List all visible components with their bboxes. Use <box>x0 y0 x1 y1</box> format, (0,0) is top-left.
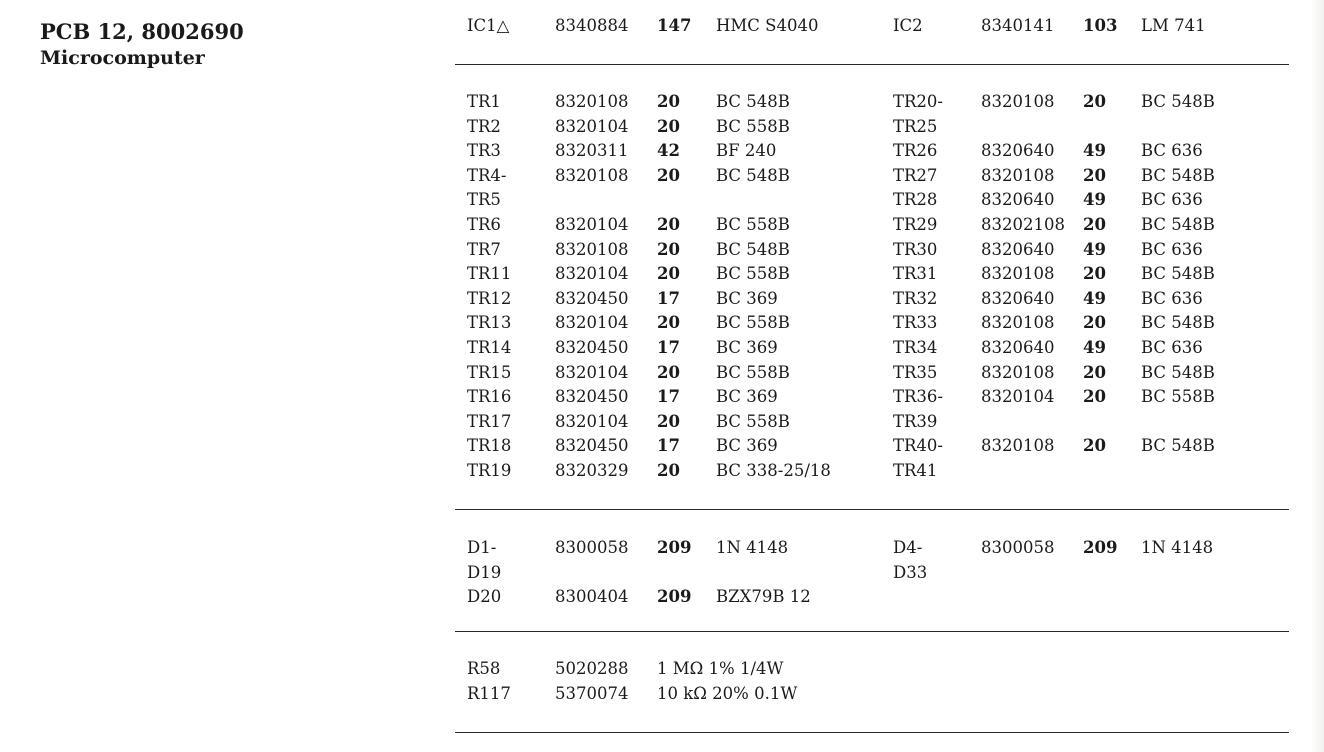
ref-cell: TR19 <box>467 460 512 480</box>
ref-cell: TR15 <box>467 362 512 382</box>
ref-cell: TR4- <box>467 165 507 185</box>
position-cell: 20 <box>1083 214 1106 234</box>
position-cell: 20 <box>657 460 680 480</box>
table-row <box>467 536 1289 561</box>
type-cell: BC 369 <box>716 387 778 407</box>
table-row <box>467 410 1289 435</box>
part-number-cell: 8320640 <box>981 337 1055 357</box>
type-cell: BC 558B <box>716 264 790 284</box>
table-row <box>467 90 1289 115</box>
title-block <box>40 18 244 72</box>
ref-cell: TR39 <box>893 411 938 431</box>
table-row <box>467 238 1289 263</box>
table-row <box>467 561 1289 586</box>
position-cell: 20 <box>657 313 680 333</box>
type-cell: BC 548B <box>1141 264 1215 284</box>
part-number-cell: 8320104 <box>555 264 629 284</box>
position-cell: 209 <box>657 587 692 607</box>
table-row <box>467 139 1289 164</box>
part-number-cell: 8320104 <box>555 313 629 333</box>
ref-cell: TR33 <box>893 313 938 333</box>
position-cell: 103 <box>1083 16 1118 35</box>
part-number-cell: 8320329 <box>555 460 629 480</box>
ref-cell: TR18 <box>467 436 512 456</box>
ref-cell: TR11 <box>467 264 512 284</box>
table-row <box>467 14 1289 39</box>
position-cell: 20 <box>1083 264 1106 284</box>
position-cell: 17 <box>657 288 680 308</box>
part-number-cell: 8320640 <box>981 288 1055 308</box>
position-cell: 20 <box>657 165 680 185</box>
section-divider <box>455 64 1289 65</box>
resistor-section <box>467 657 1289 706</box>
page-subtitle: Microcomputer <box>40 47 205 69</box>
position-cell: 49 <box>1083 141 1106 161</box>
ref-cell: D33 <box>893 562 928 582</box>
table-row <box>467 682 1289 707</box>
part-number-cell: 8320108 <box>981 362 1055 382</box>
part-number-cell: 8320450 <box>555 288 629 308</box>
ref-cell: TR14 <box>467 337 512 357</box>
type-cell: BC 636 <box>1141 239 1203 259</box>
spec-cell: 10 kΩ 20% 0.1W <box>657 683 798 703</box>
part-number-cell: 5020288 <box>555 659 629 678</box>
type-cell: BZX79B 12 <box>716 587 811 607</box>
ref-cell: TR6 <box>467 214 501 234</box>
position-cell: 49 <box>1083 239 1106 259</box>
table-row <box>467 115 1289 140</box>
position-cell: 209 <box>1083 538 1118 557</box>
type-cell: BC 369 <box>716 436 778 456</box>
ref-cell: TR17 <box>467 411 512 431</box>
table-row <box>467 361 1289 386</box>
table-row <box>467 188 1289 213</box>
position-cell: 20 <box>1083 362 1106 382</box>
part-number-cell: 8320640 <box>981 141 1055 161</box>
position-cell: 20 <box>1083 313 1106 333</box>
part-number-cell: 8300058 <box>555 538 629 557</box>
spec-cell: 1 MΩ 1% 1/4W <box>657 659 784 678</box>
ref-cell: TR29 <box>893 214 938 234</box>
diode-section <box>467 536 1289 610</box>
position-cell: 20 <box>1083 387 1106 407</box>
type-cell: BC 548B <box>1141 313 1215 333</box>
type-cell: BC 369 <box>716 337 778 357</box>
type-cell: BC 558B <box>716 362 790 382</box>
table-row <box>467 311 1289 336</box>
table-row <box>467 164 1289 189</box>
ref-cell: IC1△ <box>467 16 510 35</box>
table-row <box>467 434 1289 459</box>
part-number-cell: 8320104 <box>555 362 629 382</box>
type-cell: 1N 4148 <box>1141 538 1214 557</box>
part-number-cell: 8320104 <box>555 214 629 234</box>
part-number-cell: 8320108 <box>981 165 1055 185</box>
type-cell: BC 548B <box>716 239 790 259</box>
ref-cell: D1- <box>467 538 497 557</box>
section-divider <box>455 732 1289 733</box>
ref-cell: TR5 <box>467 190 501 210</box>
part-number-cell: 8320450 <box>555 436 629 456</box>
table-row <box>467 585 1289 610</box>
table-row <box>467 385 1289 410</box>
position-cell: 20 <box>1083 165 1106 185</box>
type-cell: HMC S4040 <box>716 16 819 35</box>
ref-cell: TR34 <box>893 337 938 357</box>
page-edge <box>1310 0 1324 752</box>
ref-cell: TR20- <box>893 92 943 111</box>
ref-cell: TR30 <box>893 239 938 259</box>
type-cell: 1N 4148 <box>716 538 789 557</box>
position-cell: 49 <box>1083 190 1106 210</box>
ref-cell: TR26 <box>893 141 938 161</box>
position-cell: 20 <box>657 239 680 259</box>
type-cell: BC 558B <box>716 313 790 333</box>
ref-cell: TR36- <box>893 387 943 407</box>
type-cell: BC 636 <box>1141 190 1203 210</box>
ref-cell: TR35 <box>893 362 938 382</box>
part-number-cell: 8320108 <box>555 92 629 111</box>
section-divider <box>455 509 1289 510</box>
position-cell: 20 <box>657 362 680 382</box>
type-cell: BC 558B <box>716 116 790 136</box>
table-row <box>467 657 1289 682</box>
part-number-cell: 8320311 <box>555 141 629 161</box>
table-row <box>467 336 1289 361</box>
part-number-cell: 83202108 <box>981 214 1065 234</box>
type-cell: BC 548B <box>1141 92 1215 111</box>
page-title: PCB 12, 8002690 <box>40 19 244 44</box>
type-cell: BC 548B <box>716 92 790 111</box>
ref-cell: D20 <box>467 587 502 607</box>
ref-cell: D4- <box>893 538 923 557</box>
type-cell: BC 558B <box>1141 387 1215 407</box>
ref-cell: TR1 <box>467 92 501 111</box>
position-cell: 20 <box>657 214 680 234</box>
ref-cell: TR27 <box>893 165 938 185</box>
type-cell: BC 548B <box>1141 362 1215 382</box>
part-number-cell: 5370074 <box>555 683 629 703</box>
part-number-cell: 8320104 <box>555 411 629 431</box>
type-cell: BC 636 <box>1141 288 1203 308</box>
part-number-cell: 8320108 <box>555 165 629 185</box>
table-row <box>467 459 1289 484</box>
position-cell: 20 <box>657 411 680 431</box>
part-number-cell: 8320640 <box>981 239 1055 259</box>
ref-cell: D19 <box>467 562 502 582</box>
ref-cell: TR3 <box>467 141 501 161</box>
ref-cell: IC2 <box>893 16 923 35</box>
position-cell: 20 <box>1083 92 1106 111</box>
ref-cell: R117 <box>467 683 511 703</box>
ref-cell: TR41 <box>893 460 938 480</box>
position-cell: 42 <box>657 141 680 161</box>
part-number-cell: 8320108 <box>981 313 1055 333</box>
position-cell: 17 <box>657 337 680 357</box>
part-number-cell: 8320450 <box>555 337 629 357</box>
ic-section <box>467 14 1289 39</box>
part-number-cell: 8320450 <box>555 387 629 407</box>
position-cell: 20 <box>657 264 680 284</box>
part-number-cell: 8320108 <box>981 264 1055 284</box>
type-cell: BC 558B <box>716 214 790 234</box>
part-number-cell: 8300058 <box>981 538 1055 557</box>
type-cell: BC 548B <box>716 165 790 185</box>
ref-cell: TR13 <box>467 313 512 333</box>
ref-cell: TR40- <box>893 436 943 456</box>
type-cell: BC 369 <box>716 288 778 308</box>
position-cell: 17 <box>657 387 680 407</box>
position-cell: 49 <box>1083 288 1106 308</box>
part-number-cell: 8340884 <box>555 16 629 35</box>
ref-cell: TR16 <box>467 387 512 407</box>
ref-cell: TR31 <box>893 264 938 284</box>
ref-cell: TR25 <box>893 116 938 136</box>
table-row <box>467 213 1289 238</box>
ref-cell: TR12 <box>467 288 512 308</box>
type-cell: BC 548B <box>1141 214 1215 234</box>
part-number-cell: 8320104 <box>555 116 629 136</box>
part-number-cell: 8320640 <box>981 190 1055 210</box>
transistor-section <box>467 90 1289 484</box>
ref-cell: R58 <box>467 659 501 678</box>
section-divider <box>455 631 1289 632</box>
type-cell: BC 548B <box>1141 436 1215 456</box>
type-cell: LM 741 <box>1141 16 1206 35</box>
type-cell: BC 636 <box>1141 141 1203 161</box>
part-number-cell: 8340141 <box>981 16 1055 35</box>
type-cell: BC 636 <box>1141 337 1203 357</box>
position-cell: 17 <box>657 436 680 456</box>
position-cell: 147 <box>657 16 692 35</box>
part-number-cell: 8300404 <box>555 587 629 607</box>
type-cell: BC 338-25/18 <box>716 460 831 480</box>
ref-cell: TR2 <box>467 116 501 136</box>
ref-cell: TR7 <box>467 239 501 259</box>
part-number-cell: 8320108 <box>981 436 1055 456</box>
ref-cell: TR28 <box>893 190 938 210</box>
part-number-cell: 8320108 <box>981 92 1055 111</box>
ref-cell: TR32 <box>893 288 938 308</box>
position-cell: 20 <box>1083 436 1106 456</box>
type-cell: BF 240 <box>716 141 777 161</box>
table-row <box>467 262 1289 287</box>
position-cell: 209 <box>657 538 692 557</box>
type-cell: BC 558B <box>716 411 790 431</box>
part-number-cell: 8320104 <box>981 387 1055 407</box>
position-cell: 20 <box>657 92 680 111</box>
position-cell: 20 <box>657 116 680 136</box>
part-number-cell: 8320108 <box>555 239 629 259</box>
table-row <box>467 287 1289 312</box>
type-cell: BC 548B <box>1141 165 1215 185</box>
position-cell: 49 <box>1083 337 1106 357</box>
